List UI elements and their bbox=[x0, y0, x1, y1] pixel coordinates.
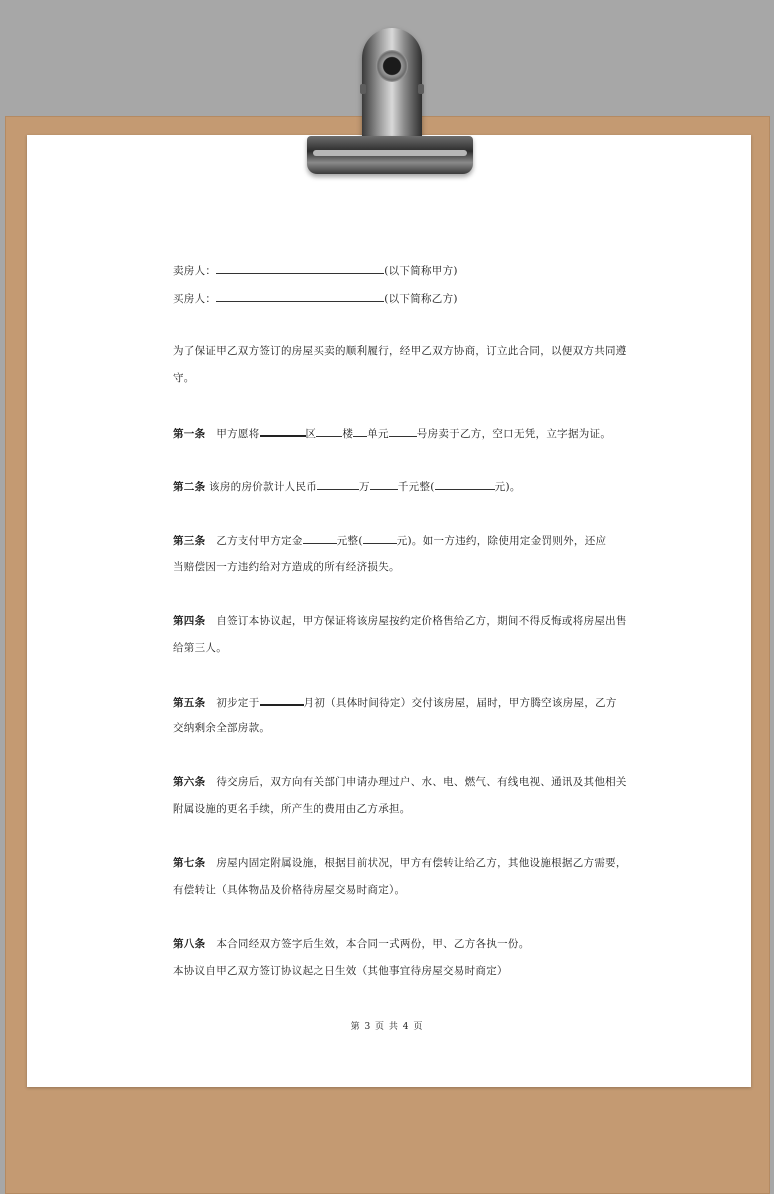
article-1-text-e: 号房卖于乙方，空口无凭，立字据为证。 bbox=[416, 428, 612, 440]
article-1 bbox=[173, 425, 611, 441]
deposit-blank[interactable] bbox=[303, 533, 337, 544]
article-5-text-a: 初步定于 bbox=[216, 697, 260, 709]
article-1-text-c: 楼 bbox=[342, 428, 354, 440]
price-uppercase-blank[interactable] bbox=[435, 479, 495, 490]
article-8-heading: 第八条 bbox=[173, 938, 206, 950]
article-1-text-a: 甲方愿将 bbox=[216, 428, 260, 440]
article-2-text-c: 千元整( bbox=[397, 481, 435, 493]
binder-clip-base bbox=[307, 136, 473, 174]
unit-blank[interactable] bbox=[353, 426, 367, 437]
page-number: 第 3 页 共 4 页 bbox=[350, 1022, 424, 1032]
article-8-line-2: 本协议自甲乙双方签订协议起之日生效（其他事宜待房屋交易时商定） bbox=[173, 965, 508, 977]
article-2-text-b: 万 bbox=[359, 481, 370, 493]
preamble-line-1: 为了保证甲乙双方签订的房屋买卖的顺利履行，经甲乙双方协商，订立此合同，以便双方共同遵 bbox=[173, 345, 627, 357]
article-6 bbox=[173, 775, 627, 789]
article-6-heading: 第六条 bbox=[173, 776, 206, 788]
article-3-line-2: 当赔偿因一方违约给对方造成的所有经济损失。 bbox=[173, 561, 400, 573]
article-5-text-b: 月初（具体时间待定）交付该房屋，届时，甲方腾空该房屋，乙方 bbox=[303, 697, 617, 709]
binder-clip-pin-left bbox=[360, 84, 366, 94]
article-1-heading: 第一条 bbox=[173, 428, 206, 440]
seller-note: (以下简称甲方) bbox=[384, 265, 458, 277]
room-number-blank[interactable] bbox=[389, 426, 417, 437]
binder-clip-pin-right bbox=[418, 84, 424, 94]
article-1-text-b: 区 bbox=[305, 428, 317, 440]
binder-clip-arm bbox=[362, 28, 422, 146]
article-2-heading: 第二条 bbox=[173, 481, 206, 493]
article-3 bbox=[173, 533, 606, 548]
article-8 bbox=[173, 937, 530, 951]
article-4 bbox=[173, 614, 627, 628]
article-4-heading: 第四条 bbox=[173, 615, 206, 627]
buyer-label: 买房人： bbox=[173, 293, 217, 305]
article-6-line-2: 附属设施的更名手续，所产生的费用由乙方承担。 bbox=[173, 803, 411, 815]
buyer-name-blank[interactable] bbox=[216, 291, 384, 302]
article-4-line-2: 给第三人。 bbox=[173, 642, 227, 654]
article-7-text: 房屋内固定附属设施，根据目前状况，甲方有偿转让给乙方，其他设施根据乙方需要， bbox=[216, 857, 627, 869]
district-blank[interactable] bbox=[260, 425, 306, 437]
delivery-month-blank[interactable] bbox=[260, 694, 304, 706]
article-8-text: 本合同经双方签字后生效，本合同一式两份，甲、乙方各执一份。 bbox=[216, 938, 530, 950]
price-wan-blank[interactable] bbox=[317, 479, 359, 490]
seller-name-blank[interactable] bbox=[216, 263, 384, 274]
price-qian-blank[interactable] bbox=[370, 479, 398, 490]
article-5-heading: 第五条 bbox=[173, 697, 206, 709]
article-7-line-2: 有偿转让（具体物品及价格待房屋交易时商定）。 bbox=[173, 884, 406, 896]
article-1-text-d: 单元 bbox=[367, 428, 389, 440]
binder-clip-hole bbox=[376, 50, 408, 82]
buyer-note: (以下简称乙方) bbox=[384, 293, 458, 305]
article-2-text-a: 该房的房价款计人民币 bbox=[209, 481, 318, 493]
article-5 bbox=[173, 694, 617, 710]
preamble-line-2: 守。 bbox=[173, 372, 195, 384]
article-2 bbox=[173, 479, 521, 494]
building-blank[interactable] bbox=[316, 426, 342, 437]
seller-line bbox=[173, 263, 458, 278]
buyer-line bbox=[173, 291, 458, 306]
article-3-text-c: 元)。如一方违约，除使用定金罚则外，还应 bbox=[396, 535, 607, 547]
article-7-heading: 第七条 bbox=[173, 857, 206, 869]
article-2-text-d: 元)。 bbox=[494, 481, 521, 493]
article-3-text-a: 乙方支付甲方定金 bbox=[216, 535, 303, 547]
article-5-line-2: 交纳剩余全部房款。 bbox=[173, 722, 271, 734]
deposit-uppercase-blank[interactable] bbox=[363, 533, 397, 544]
article-3-heading: 第三条 bbox=[173, 535, 206, 547]
article-7 bbox=[173, 856, 627, 870]
article-6-text: 待交房后，双方向有关部门申请办理过户、水、电、燃气、有线电视、通讯及其他相关 bbox=[216, 776, 627, 788]
article-3-text-b: 元整( bbox=[336, 535, 363, 547]
article-4-text: 自签订本协议起，甲方保证将该房屋按约定价格售给乙方，期间不得反悔或将房屋出售 bbox=[216, 615, 627, 627]
seller-label: 卖房人： bbox=[173, 265, 217, 277]
